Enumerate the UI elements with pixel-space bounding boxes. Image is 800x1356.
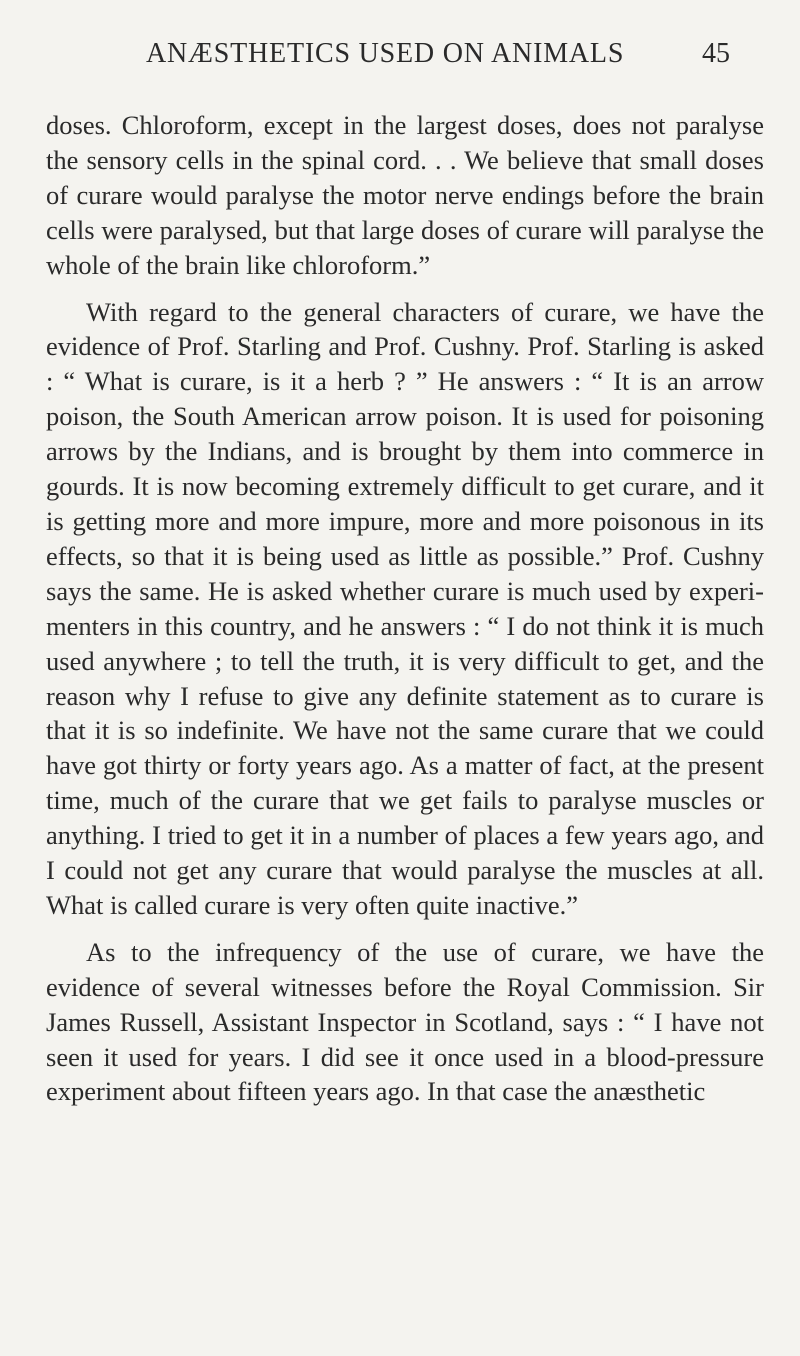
paragraph-continuation: doses. Chloroform, except in the largest doses, does not paralyse the sensory cells in the spinal cord. . . We believe that small doses of curare would paralyse the motor nerve endings before the brain cells were paralysed, but that large doses of curare will paralyse the whole of the brain like chloroform.” [46, 110, 764, 280]
page-number: 45 [702, 38, 730, 69]
body-text [46, 108, 764, 1121]
paragraph-curare-characters: With regard to the general characters of curare, we have the evidence of Prof. Starling and Prof. Cushny. Prof. Starling is asked : “ What is curare, is it a herb ? ” He answers : “ It is an arrow poison, the South American arrow poison. It is used for poisoning arrows by the Indians, and is brought by them into commerce in gourds. It is now becoming extremely difficult to get curare, and it is getting more and more impure, more and more poisonous in its effects, so that it is being used as little as possible.” Prof. Cushny says the same. He is asked whether curare is much used by experi- menters in this country, and he answers : “ I do not think it is much used anywhere ; to tell the truth, it is very difficult to get, and the reason why I refuse to give any definite statement as to curare is that it is so indefinite. We have not the same curare that we could have got thirty or forty years ago. As a matter of fact, at the present time, much of the curare that we get fails to paralyse muscles or anything. I tried to get it in a number of places a few years ago, and I could not get any curare that would paralyse the muscles at all. What is called curare is very often quite inactive.” [46, 296, 764, 920]
paragraph-curare-infrequency: As to the infrequency of the use of curare, we have the evidence of several witnesses before the Royal Commission. Sir James Russell, Assistant Inspector in Scotland, says : “ I have not seen it used for years. I did see it once used in a blood-pressure experiment about fifteen years ago. In that case the anæsthetic [46, 936, 764, 1107]
running-title: ANÆSTHETICS USED ON ANIMALS [146, 38, 625, 69]
running-header [100, 34, 740, 74]
